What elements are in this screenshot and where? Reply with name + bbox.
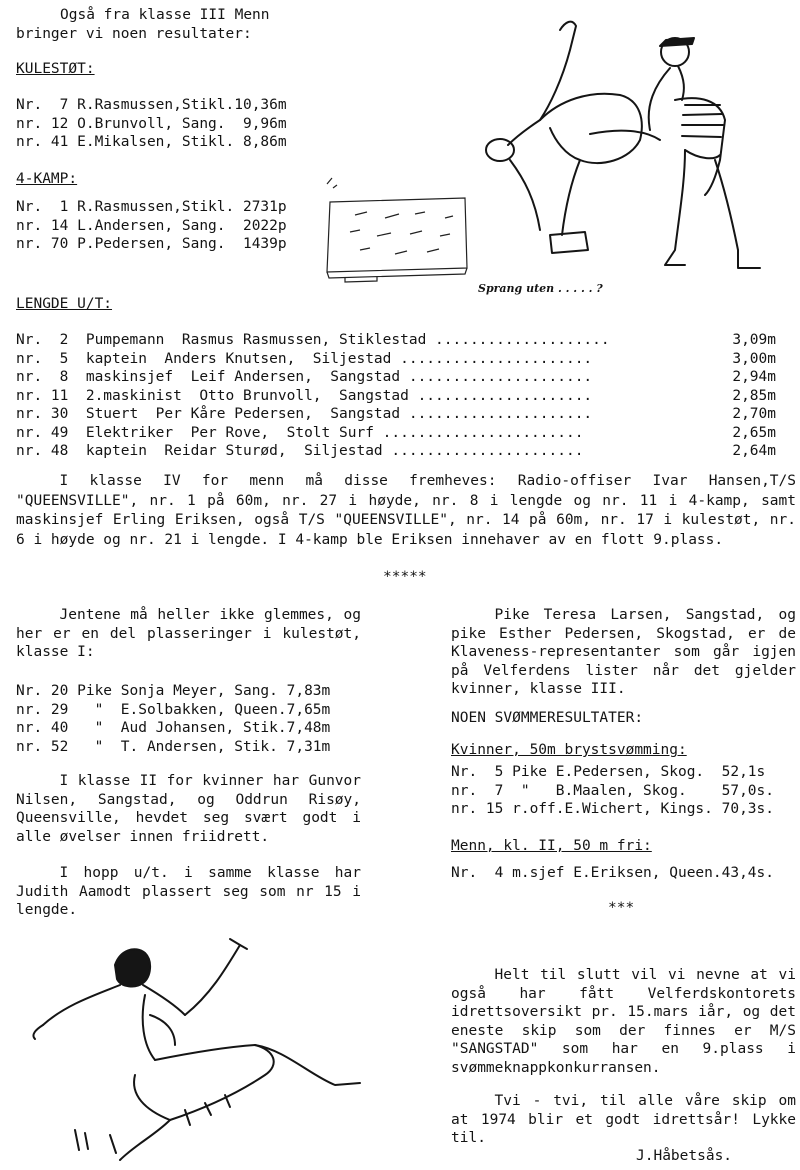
- bryst-row: Nr. 5 Pike E.Pedersen, Skog. 52,1s: [451, 764, 766, 780]
- lengde-heading: LENGDE U/T:: [16, 296, 113, 312]
- separator-stars: *****: [383, 569, 427, 585]
- slutt-text: Helt til slutt vil vi nevne at vi også har fått Velferdskontorets idrettsoversikt pr. 15.mars iår, og det eneste skip som der finnes er M/S "SANGSTAD" som har en 9.plass i svømmeknappkonkurransen.: [451, 967, 796, 1076]
- jentene-row: nr. 29 " E.Solbakken, Queen.7,65m: [16, 701, 331, 718]
- jentene-table: [16, 682, 330, 756]
- tvi-text: Tvi - tvi, til alle våre skip om at 1974 blir et godt idrettsår! Lykke til.: [451, 1093, 796, 1146]
- lengde-row-value: 2,85m: [732, 387, 776, 404]
- bryst-row: nr. 7 " B.Maalen, Skog. 57,0s.: [451, 782, 775, 799]
- lengde-row: [16, 442, 776, 461]
- jentene-row: nr. 40 " Aud Johansen, Stik.7,48m: [16, 720, 331, 736]
- lengde-row-value: 3,09m: [732, 332, 776, 348]
- bryst-row: nr. 15 r.off.E.Wichert, Kings. 70,3s.: [451, 801, 775, 817]
- signature: J.Håbetsås.: [636, 1148, 733, 1164]
- lengde-row: [16, 405, 776, 424]
- menn-heading: Menn, kl. II, 50 m fri:: [451, 838, 652, 854]
- hopp-text: I hopp u/t. i samme klasse har Judith Aamodt plassert seg som nr 15 i lengde.: [16, 865, 361, 918]
- kulestot-heading: KULESTØT:: [16, 61, 95, 77]
- lengde-row-text: nr. 11 2.maskinist Otto Brunvoll, Sangstad ....................: [16, 387, 593, 404]
- lengde-row-text: nr. 49 Elektriker Per Rove, Stolt Surf .......................: [16, 424, 584, 441]
- slutt-paragraph: [451, 966, 796, 1077]
- menn-row: Nr. 4 m.sjef E.Eriksen, Queen.43,4s.: [451, 865, 775, 881]
- mattress-sketch: [315, 170, 475, 290]
- lengde-row-text: nr. 8 maskinsjef Leif Andersen, Sangstad .....................: [16, 369, 593, 385]
- klasse2-paragraph: [16, 772, 361, 846]
- lengde-row: [16, 350, 776, 369]
- firekamp-table: [16, 198, 287, 254]
- firekamp-row: nr. 14 L.Andersen, Sang. 2022p: [16, 217, 287, 234]
- kulestot-row: Nr. 7 R.Rasmussen,Stikl.10,36m: [16, 97, 287, 113]
- cartoon-caption: Sprang uten . . . . . ?: [478, 282, 603, 295]
- lengde-row-value: 3,00m: [732, 350, 776, 367]
- lengde-row-text: nr. 30 Stuert Per Kåre Pedersen, Sangstad .....................: [16, 406, 593, 422]
- tvi-paragraph: [451, 1092, 796, 1148]
- jentene-paragraph: [16, 606, 361, 662]
- firekamp-heading: 4-KAMP:: [16, 171, 78, 187]
- lengde-row-value: 2,65m: [732, 424, 776, 441]
- shotputter-sketch: [25, 935, 385, 1165]
- hopp-paragraph: [16, 864, 361, 920]
- bryst-heading: Kvinner, 50m brystsvømming:: [451, 742, 687, 758]
- lengde-row-value: 2,94m: [732, 369, 776, 385]
- jentene-text: Jentene må heller ikke glemmes, og her er en del plasseringer i kulestøt, klasse I:: [16, 607, 361, 660]
- pike-text: Pike Teresa Larsen, Sangstad, og pike Esther Pedersen, Skogstad, er de Klaveness-representanter som går igjen på Velferdens lister når det gjelder kvinner, klasse III.: [451, 607, 796, 697]
- klasse2-text: I klasse II for kvinner har Gunvor Nilsen, Sangstad, og Oddrun Risøy, Queensville, hevdet seg svært godt i alle øvelser innen friidrett.: [16, 773, 361, 845]
- intro-line-2: bringer vi noen resultater:: [16, 26, 252, 42]
- firekamp-row: Nr. 1 R.Rasmussen,Stikl. 2731p: [16, 199, 287, 215]
- svomme-heading: NOEN SVØMMERESULTATER:: [451, 710, 644, 726]
- klasse4-text: I klasse IV for menn må disse fremheves: Radio-offiser Ivar Hansen,T/S "QUEENSVILLE", nr. 1 på 60m, nr. 27 i høyde, nr. 8 i lengde og nr. 11 i 4-kamp, samt maskinsjef Erling Eriksen, også T/S "QUEENSVILLE", nr. 14 på 60m, nr. 17 i kulestøt, nr. 6 i høyde og nr. 21 i lengde. I 4-kamp ble Eriksen innehaver av en flott 9.plass.: [16, 473, 796, 548]
- lengde-row-text: nr. 48 kaptein Reidar Sturød, Siljestad ......................: [16, 443, 584, 459]
- klasse4-paragraph: [16, 472, 796, 550]
- menn-table: [451, 864, 774, 883]
- separator-stars-small: ***: [608, 900, 635, 916]
- firekamp-row: nr. 70 P.Pedersen, Sang. 1439p: [16, 236, 287, 252]
- kulestot-table: [16, 96, 287, 152]
- jentene-row: Nr. 20 Pike Sonja Meyer, Sang. 7,83m: [16, 683, 331, 699]
- bryst-table: [451, 763, 774, 819]
- lengde-row: [16, 387, 776, 406]
- lengde-row-value: 2,64m: [732, 443, 776, 459]
- lengde-row: [16, 424, 776, 443]
- lengde-row-text: Nr. 2 Pumpemann Rasmus Rasmussen, Stiklestad ....................: [16, 332, 610, 348]
- vaulting-cartoon: [470, 10, 780, 285]
- kulestot-row: nr. 41 E.Mikalsen, Stikl. 8,86m: [16, 134, 287, 150]
- pike-paragraph: [451, 606, 796, 699]
- kulestot-row: nr. 12 O.Brunvoll, Sang. 9,96m: [16, 115, 287, 132]
- lengde-row-text: nr. 5 kaptein Anders Knutsen, Siljestad ......................: [16, 350, 593, 367]
- lengde-row: [16, 331, 776, 350]
- lengde-row-value: 2,70m: [732, 406, 776, 422]
- lengde-row: [16, 368, 776, 387]
- intro-line-1: Også fra klasse III Menn: [60, 7, 270, 23]
- jentene-row: nr. 52 " T. Andersen, Stik. 7,31m: [16, 738, 331, 755]
